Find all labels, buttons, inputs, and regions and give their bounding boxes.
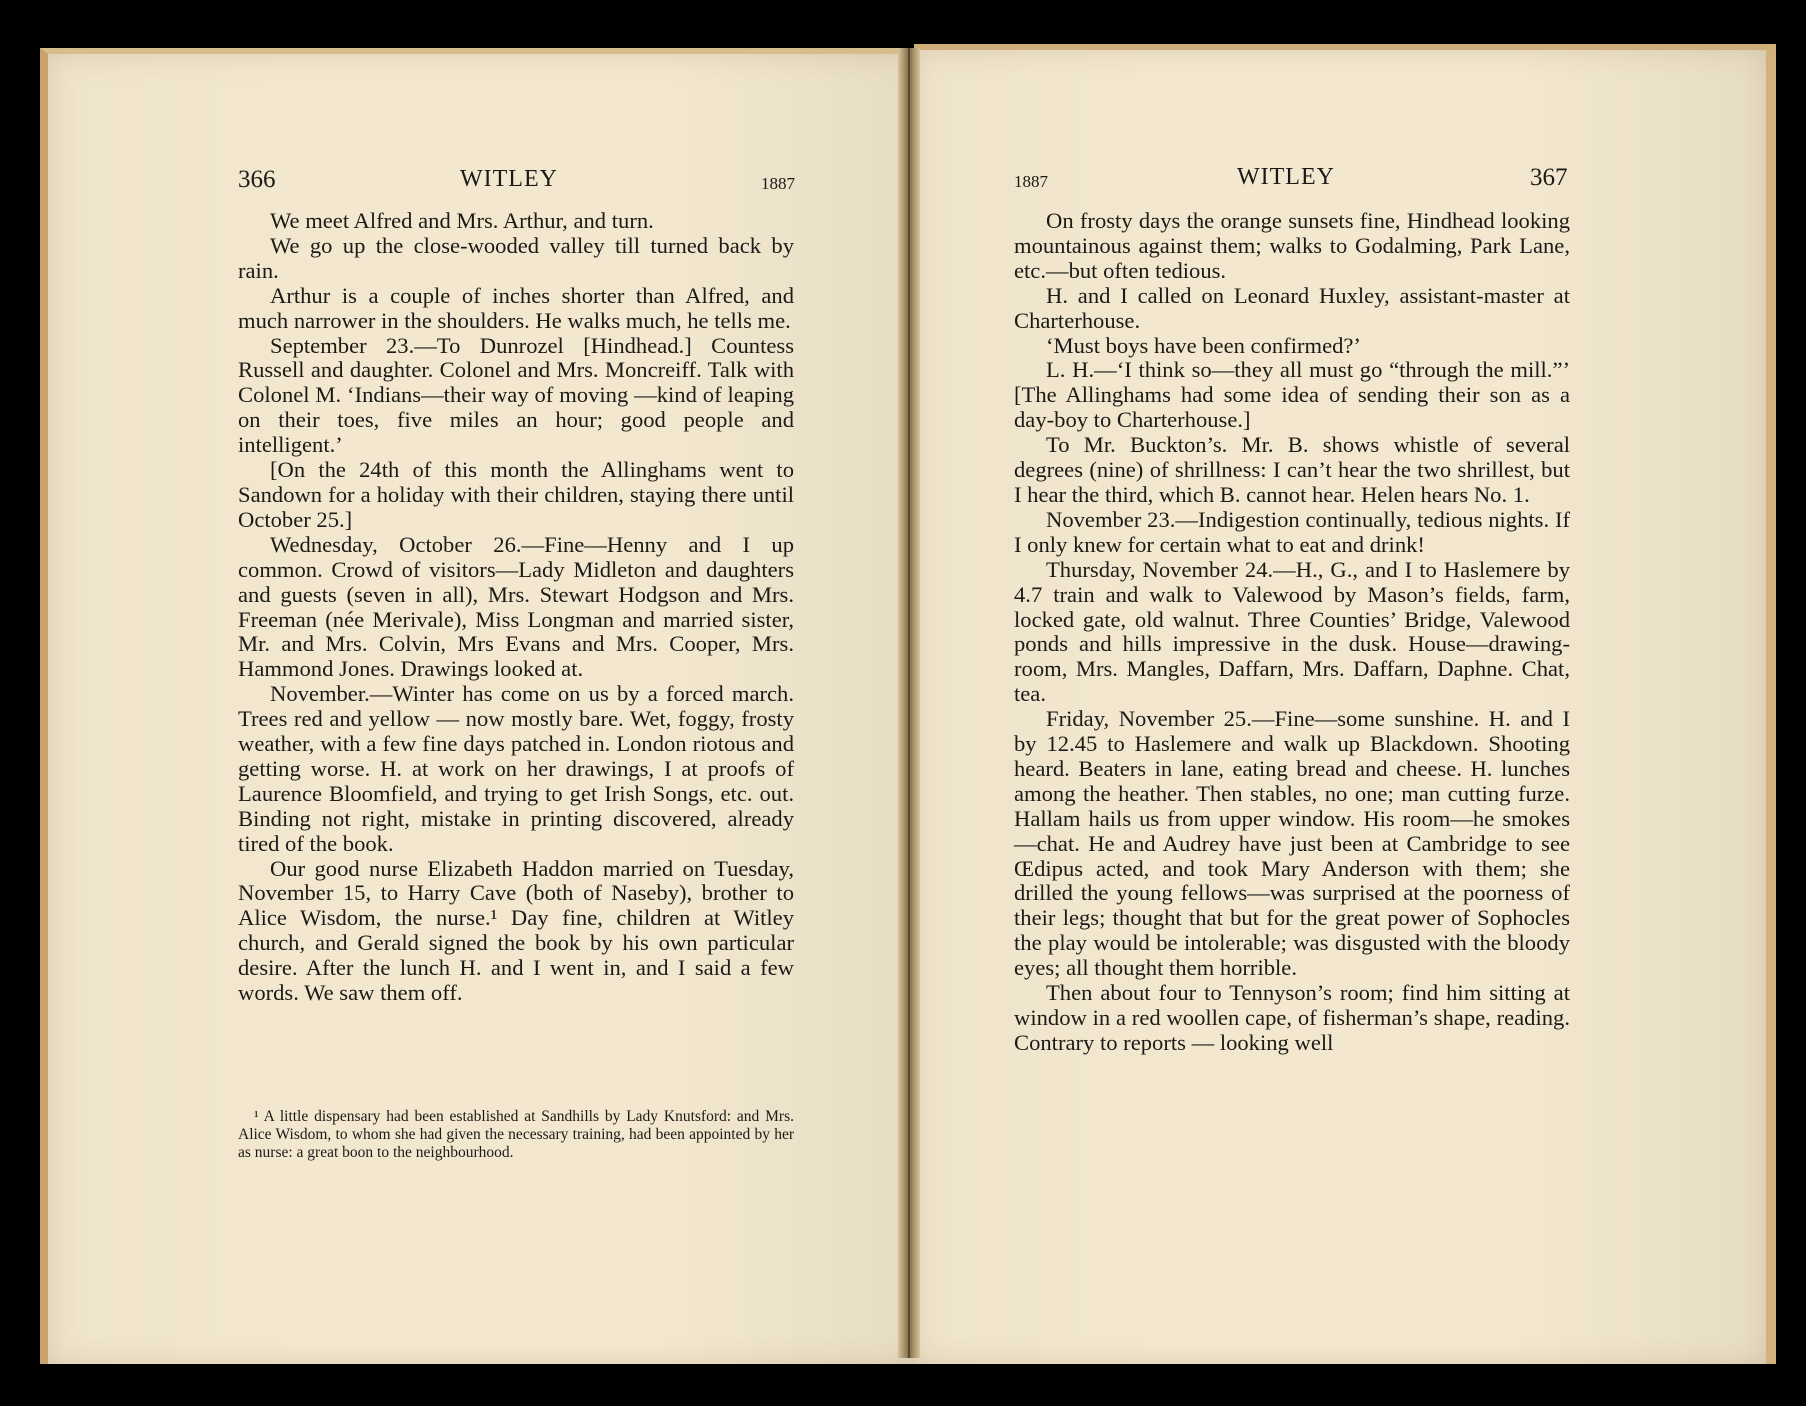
diary-entry: November.—Winter has come on us by a forced march. Trees red and yellow — now mostly bare. Wet, foggy, frosty weather, with a few fine days patched in. London riotous and getting worse. H. at work on her drawings, I at proofs of Laurence Bloomfield, and trying to get Irish Songs, etc. out. Binding not right, mistake in printing discovered, already tired of the book. xyxy=(238,681,794,856)
diary-entry: Thursday, November 24.—H., G., and I to Haslemere by 4.7 train and walk to Valewood by Mason’s fields, farm, locked gate, old walnut. Three Counties’ Bridge, Valewood ponds and hills impressive in the dusk. House—drawing-room, Mrs. Mangles, Daffarn, Mrs. Daffarn, Daphne. Chat, tea. xyxy=(1014,556,1570,707)
diary-entry: September 23.—To Dunrozel [Hindhead.] Countess Russell and daughter. Colonel and Mrs. Moncreiff. Talk with Colonel M. ‘Indians—their way of moving —kind of leaping on their toes, five miles an hour; good people and intelligent.’ xyxy=(238,332,794,458)
right-page-body xyxy=(1014,209,1570,1056)
paragraph: We go up the close-wooded valley till turned back by rain. xyxy=(238,232,794,283)
footnote-text: ¹ A little dispensary had been established at Sandhills by Lady Knutsford: and Mrs. Alice Wisdom, to whom she had given the necessary training, had been appointed by her as nurse: a great boon to the neighbourhood. xyxy=(238,1108,794,1161)
right-page-header xyxy=(1014,164,1566,194)
paragraph: On frosty days the orange sunsets fine, Hindhead looking mountainous against them; walks to Godalming, Park Lane, etc.—but often tedious. xyxy=(1014,208,1570,283)
paragraph: [On the 24th of this month the Allinghams went to Sandown for a holiday with their children, staying there until October 25.] xyxy=(238,457,794,532)
running-head: WITLEY xyxy=(1237,164,1335,190)
paragraph: ‘Must boys have been confirmed?’ xyxy=(1046,332,1361,358)
paragraph: Arthur is a couple of inches shorter than Alfred, and much narrower in the shoulders. He walks much, he tells me. xyxy=(238,282,794,333)
diary-entry: Wednesday, October 26.—Fine—Henny and I up common. Crowd of visitors—Lady Midleton and daughters and guests (seven in all), Mrs. Stewart Hodgson and Mrs. Freeman (née Merivale), Miss Longman and married sister, Mr. and Mrs. Colvin, Mrs Evans and Mrs. Cooper, Mrs. Hammond Jones. Drawings looked at. xyxy=(238,531,794,682)
header-year: 1887 xyxy=(761,174,795,193)
page-number: 366 xyxy=(238,166,276,193)
page-number: 367 xyxy=(1530,164,1568,191)
paragraph: To Mr. Buckton’s. Mr. B. shows whistle of several degrees (nine) of shrillness: I can’t hear the two shrillest, but I hear the third, which B. cannot hear. Helen hears No. 1. xyxy=(1014,432,1570,507)
paragraph: L. H.—‘I think so—they all must go “through the mill.”’ [The Allinghams had some idea of sending their son as a day-boy to Charterhouse.] xyxy=(1014,357,1570,433)
book-gutter xyxy=(898,48,920,1358)
paragraph: We meet Alfred and Mrs. Arthur, and turn. xyxy=(270,208,654,233)
paragraph: H. and I called on Leonard Huxley, assistant-master at Charterhouse. xyxy=(1014,282,1570,333)
header-year: 1887 xyxy=(1014,172,1048,191)
left-page-body xyxy=(238,209,794,1006)
footnote xyxy=(238,1108,794,1162)
paragraph: Then about four to Tennyson’s room; find him sitting at window in a red woollen cape, of fisherman’s shape, reading. Contrary to reports — looking well xyxy=(1014,980,1570,1055)
paragraph: Our good nurse Elizabeth Haddon married on Tuesday, November 15, to Harry Cave (both of Naseby), brother to Alice Wisdom, the nurse.¹ Day fine, children at Witley church, and Gerald signed the book by his own particular desire. After the lunch H. and I went in, and I said a few words. We saw them off. xyxy=(238,855,794,1006)
running-head: WITLEY xyxy=(460,166,558,192)
diary-entry: Friday, November 25.—Fine—some sunshine. H. and I by 12.45 to Haslemere and walk up Blackdown. Shooting heard. Beaters in lane, eating bread and cheese. H. lunches among the heather. Then stables, no one; man cutting furze. Hallam hails us from upper window. His room—he smokes—chat. He and Audrey have just been at Cambridge to see Œdipus acted, and took Mary Anderson with them; she drilled the young fellows—was surprised at the poorness of their legs; thought that but for the great power of Sophocles the play would be intolerable; was disgusted with the bloody eyes; all thought them horrible. xyxy=(1014,706,1570,981)
left-page-header xyxy=(238,166,798,196)
diary-entry: November 23.—Indigestion continually, tedious nights. If I only knew for certain what to eat and drink! xyxy=(1014,506,1570,557)
